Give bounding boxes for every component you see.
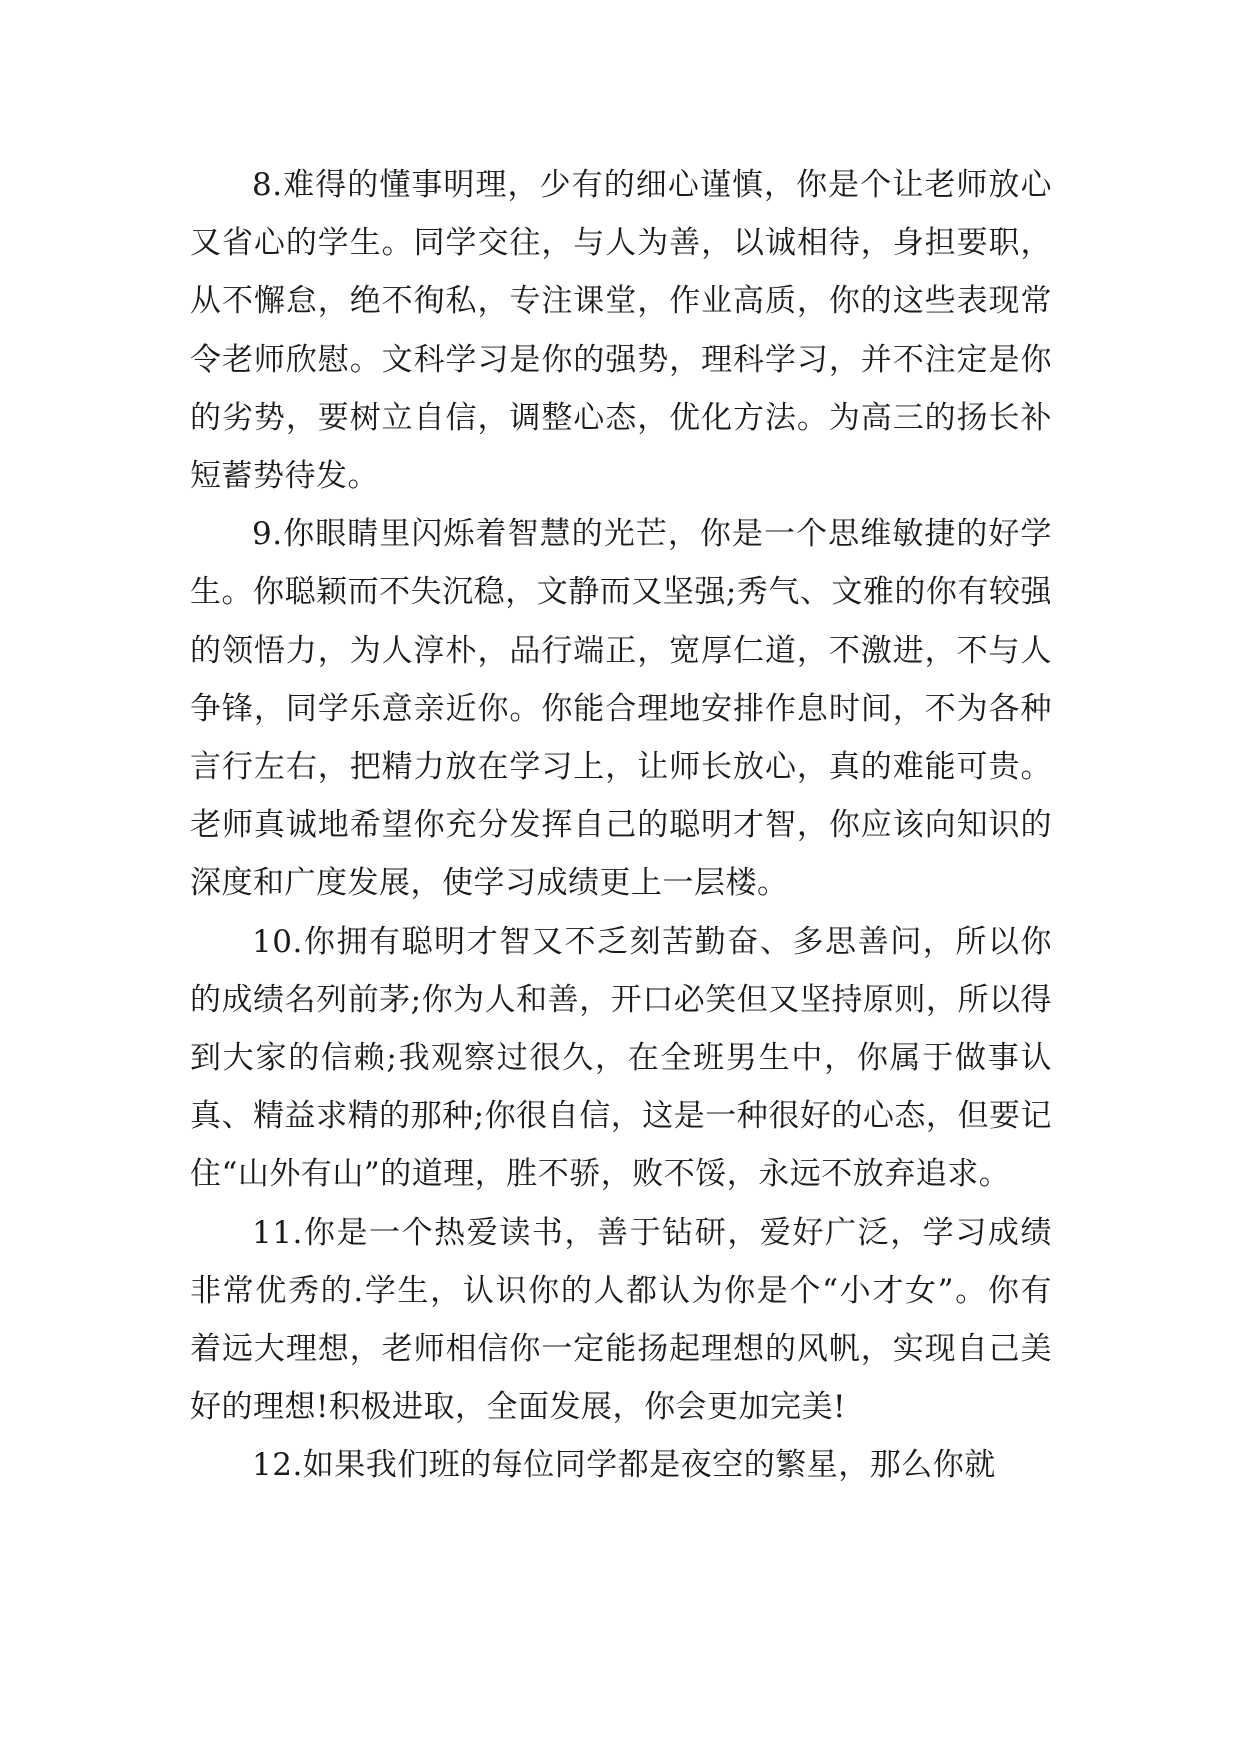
comment-paragraph-9: 9.你眼睛里闪烁着智慧的光芒，你是一个思维敏捷的好学生。你聪颖而不失沉稳，文静而又坚强;秀气、文雅的你有较强的领悟力，为人淳朴，品行端正，宽厚仁道，不激进，不与人争锋，同学乐意亲近你。你能合理地安排作息时间，不为各种言行左右，把精力放在学习上，让师长放心，真的难能可贵。老师真诚地希望你充分发挥自己的聪明才智，你应该向知识的深度和广度发展，使学习成绩更上一层楼。 xyxy=(190,516,1052,902)
comment-paragraph-10: 10.你拥有聪明才智又不乏刻苦勤奋、多思善问，所以你的成绩名列前茅;你为人和善，开口必笑但又坚持原则，所以得到大家的信赖;我观察过很久，在全班男生中，你属于做事认真、精益求精的那种;你很自信，这是一种很好的心态，但要记住“山外有山”的道理，胜不骄，败不馁，永远不放弃追求。 xyxy=(190,923,1052,1193)
comment-paragraph-12: 12.如果我们班的每位同学都是夜空的繁星，那么你就 xyxy=(252,1447,996,1484)
document-body xyxy=(190,156,1052,1495)
comment-paragraph-8: 8.难得的懂事明理，少有的细心谨慎，你是个让老师放心又省心的学生。同学交往，与人为善，以诚相待，身担要职，从不懈怠，绝不徇私，专注课堂，作业高质，你的这些表现常令老师欣慰。文科学习是你的强势，理科学习，并不注定是你的劣势，要树立自信，调整心态，优化方法。为高三的扬长补短蓄势待发。 xyxy=(190,167,1052,495)
comment-paragraph-11: 11.你是一个热爱读书，善于钻研，爱好广泛，学习成绩非常优秀的.学生，认识你的人都认为你是个“小才女”。你有着远大理想，老师相信你一定能扬起理想的风帆，实现自己美好的理想!积极进取，全面发展，你会更加完美! xyxy=(190,1214,1052,1426)
